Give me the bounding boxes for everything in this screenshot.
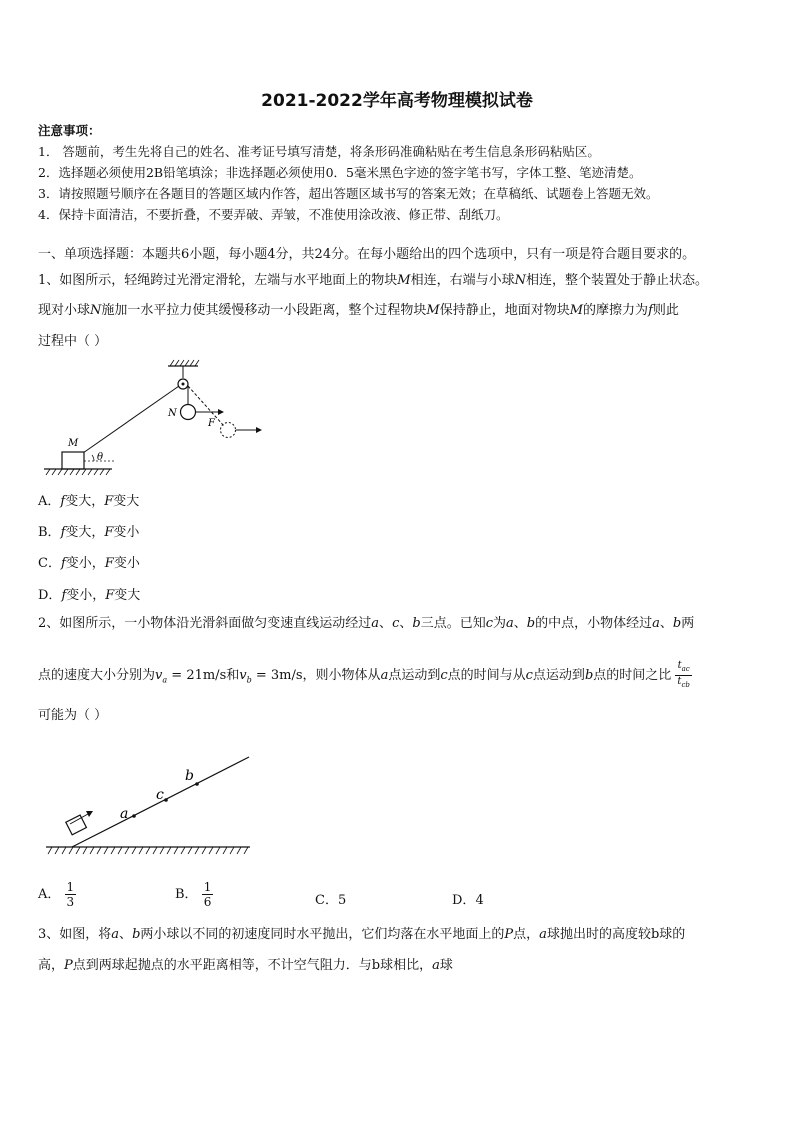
q2-option-a[interactable]: A． $\frac{1}{3}$	[38, 880, 75, 909]
section-heading: 一、单项选择题：本题共6小题，每小题4分，共24分。在每小题给出的四个选项中，只有一项是符合题目要求的。	[38, 247, 696, 262]
q1-figure	[38, 356, 278, 481]
notice-item-4: 4．保持卡面清洁，不要折叠，不要弄破、弄皱，不准使用涂改液、修正带、刮纸刀。	[38, 207, 509, 222]
label-f: F	[208, 418, 215, 429]
q3-line-1: 3、如图，将a、b两小球以不同的初速度同时水平抛出，它们均落在水平地面上的P点，a球抛出时的高度较b球的	[38, 927, 686, 942]
q2-line-1: 2、如图所示，一小物体沿光滑斜面做匀变速直线运动经过a、c、b三点。已知c为a、b的中点，小物体经过a、b两	[38, 616, 695, 631]
notice-item-2: 2．选择题必须使用2B铅笔填涂；非选择题必须使用0．5毫米黑色字迹的签字笔书写，字体工整、笔迹清楚。	[38, 165, 642, 180]
label-point-c: c	[156, 787, 164, 803]
label-n: N	[168, 408, 177, 419]
notice-heading: 注意事项：	[38, 123, 101, 138]
q2-line-2: 点的速度大小分别为$v_a = 21m/s$和$v_b = 3m/s$，则小物体从a点运动到c点的时间与从c点运动到b点的时间之比 $\frac{t_{ac}}{t_{cb}}$	[38, 660, 690, 689]
q1-line-1: 1、如图所示，轻绳跨过光滑定滑轮，左端与水平地面上的物块M相连，右端与小球N相连，整个装置处于静止状态。	[38, 273, 708, 288]
q2-option-b[interactable]: B． $\frac{1}{6}$	[175, 880, 212, 909]
q1-option-b[interactable]: B．f变大，F变小	[38, 525, 140, 540]
label-m: M	[68, 438, 79, 449]
notice-item-3: 3．请按照题号顺序在各题目的答题区域内作答，超出答题区域书写的答案无效；在草稿纸、试题卷上答题无效。	[38, 186, 659, 201]
label-point-b: b	[185, 768, 194, 784]
q1-line-3: 过程中（ ）	[38, 334, 108, 349]
q2-option-d[interactable]: D．4	[452, 893, 484, 908]
q1-line-2: 现对小球N施加一水平拉力使其缓慢移动一小段距离，整个过程物块M保持静止，地面对物块M的摩擦力为f则此	[38, 303, 679, 318]
q1-option-d[interactable]: D．f变小，F变大	[38, 588, 141, 603]
q2-figure	[42, 752, 254, 864]
small-block	[66, 815, 87, 835]
label-point-a: a	[120, 806, 129, 822]
page-title: 2021-2022学年高考物理模拟试卷	[261, 91, 533, 111]
notice-item-1: 1． 答题前，考生先将自己的姓名、准考证号填写清楚，将条形码准确粘贴在考生信息条形码粘贴区。	[38, 144, 600, 159]
q3-line-2: 高，P点到两球起抛点的水平距离相等，不计空气阻力．与b球相比，a球	[38, 958, 453, 973]
ball-n	[181, 405, 196, 420]
label-theta: θ	[97, 452, 104, 463]
q1-option-c[interactable]: C．f变小，F变小	[38, 556, 140, 571]
q2-option-c[interactable]: C．5	[315, 893, 347, 908]
q1-option-a[interactable]: A．f变大，F变大	[38, 494, 140, 509]
q2-line-3: 可能为（ ）	[38, 708, 108, 723]
block-m	[62, 452, 84, 469]
time-ratio-fraction: $\frac{t_{ac}}{t_{cb}}$	[677, 660, 690, 689]
